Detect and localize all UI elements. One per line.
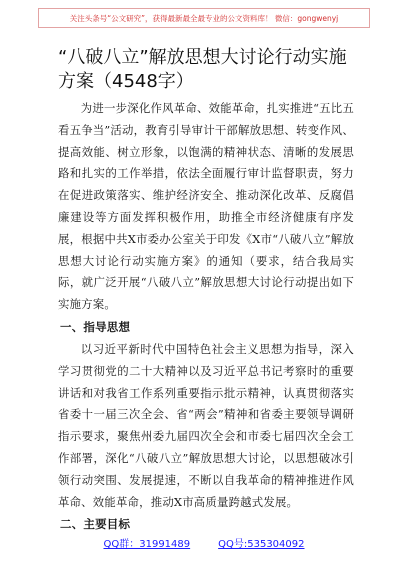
- intro-paragraph: 为进一步深化作风革命、效能革命，扎实推进“五比五看五争当”活动，教育引导审计干部解放思想、转变作风、提高效能、树立形象，以饱满的精神状态、清晰的发展思路和扎实的工作举措，依法全面履行审计监督职责，努力在促进政策落实、维护经济安全、推动深化改革、反腐倡廉建设等方面发挥积极作用，助推全市经济健康有序发展，根据中共X市委办公室关于印发《X市“八破八立”解放思想大讨论行动实施方案》的通知（要求，结合我局实际，就广泛开展“八破八立”解放思想大讨论行动提出如下实施方案。: [58, 101, 354, 312]
- header-banner: 关注头条号“公文研究”，获得最新最全最专业的公文资料库！ 微信：gongwenyj: [38, 8, 370, 28]
- section-heading-guiding-ideology: 一、指导思想: [60, 319, 131, 334]
- section-heading-main-goals: 二、主要目标: [60, 517, 131, 532]
- qq-number-link[interactable]: QQ号:535304092: [218, 539, 305, 550]
- document-title: “八破八立”解放思想大讨论行动实施方案（4548字）: [58, 47, 347, 92]
- qq-group-link[interactable]: QQ群：31991489: [103, 539, 191, 550]
- document-body: [58, 98, 354, 536]
- guiding-ideology-paragraph: 以习近平新时代中国特色社会主义思想为指导，深入学习贯彻党的二十大精神以及习近平总书记考察时的重要讲话和对我省工作系列重要指示批示精神，认真贯彻落实省委十一届三次全会、省“两会”精神和省委主要领导调研指示要求，聚焦州委九届四次全会和市委七届四次全会工作部署，深化“八破八立”解放思想大讨论，以思想破冰引领行动突围、发展提速，不断以自我革命的精神推进作风革命、效能革命，推动X市高质量跨越式发展。: [58, 341, 354, 509]
- page-footer: [0, 535, 408, 549]
